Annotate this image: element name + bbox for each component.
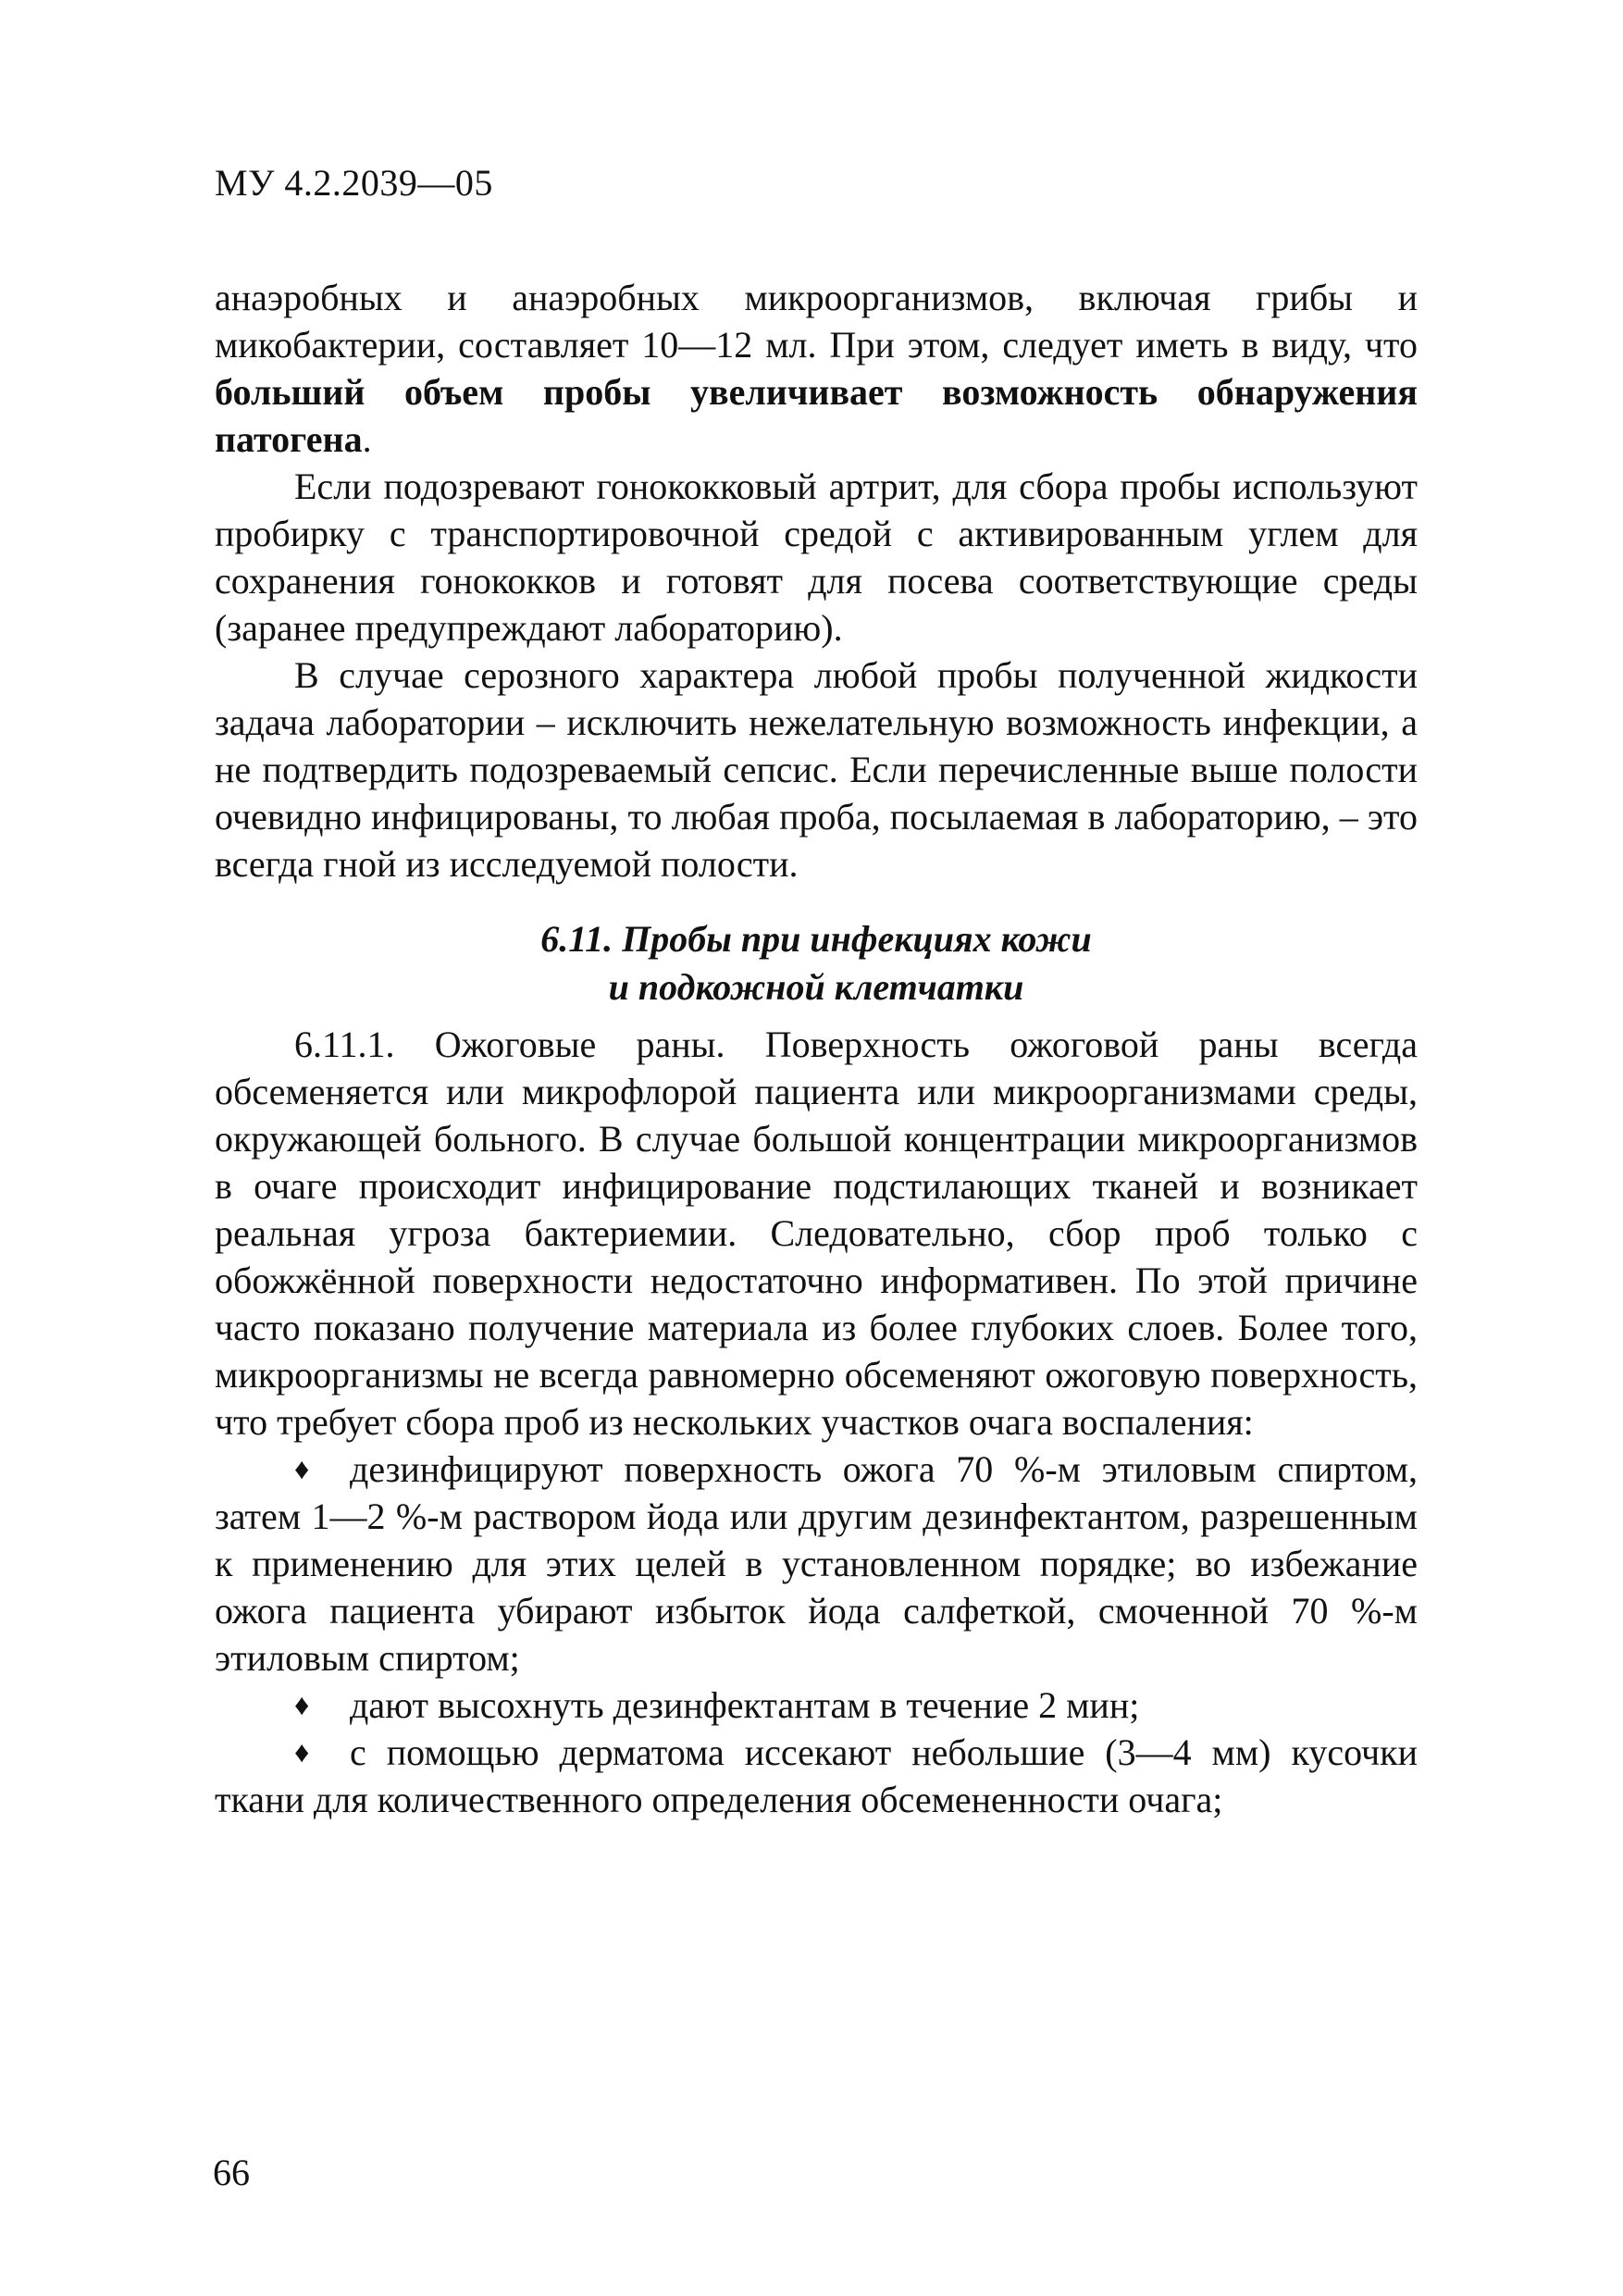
bold-emphasis: больший объем пробы увеличивает возможность обнаружения патогена [215,371,1418,460]
list-item-text: дают высохнуть дезинфектантам в течение 2 мин; [350,1684,1140,1726]
list-item-text: с помощью дерматома иссекают небольшие (3—4 мм) кусочки ткани для количественного определения обсемененности очага; [215,1731,1418,1820]
list-item-text: дезинфицируют поверхность ожога 70 %-м этиловым спиртом, затем 1—2 %-м раствором йода или другим дезинфектантом, разрешенным к применению для этих целей в установленном порядке; во избежание ожога пациента убирают избыток йода салфеткой, смоченной 70 %-м этиловым спиртом; [215,1448,1418,1679]
paragraph-gonococcal: Если подозревают гонококковый артрит, для сбора пробы используют пробирку с транспортировочной средой с активированным углем для сохранения гонококков и готовят для посева соответствующие среды (заранее предупреждают лабораторию). [215,465,1418,649]
section-heading [215,915,1418,1011]
diamond-bullet-icon: ♦ [294,1688,310,1721]
page-body [215,274,1418,1823]
paragraph-text: анаэробных и анаэробных микроорганизмов, включая грибы и микобактерии, составляет 10—12 мл. При этом, следует иметь в виду, что [215,277,1418,366]
diamond-bullet-icon: ♦ [294,1735,310,1769]
page-number: 66 [213,2152,250,2193]
paragraph-end: . [362,418,372,460]
list-item [215,1446,1418,1682]
running-header: МУ 4.2.2039—05 [215,162,493,204]
diamond-bullet-icon: ♦ [294,1452,310,1485]
paragraph-burn-wounds: 6.11.1. Ожоговые раны. Поверхность ожоговой раны всегда обсеменяется или микрофлорой пациента или микроорганизмами среды, окружающей больного. В случае большой концентрации микроорганизмов в очаге происходит инфицирование подстилающих тканей и возникает реальная угроза бактериемии. Следовательно, сбор проб только с обожжённой поверхности недостаточно информативен. По этой причине часто показано получение материала из более глубоких слоев. Более того, микроорганизмы не всегда равномерно обсеменяют ожоговую поверхность, что требует сбора проб из нескольких участков очага воспаления: [215,1024,1418,1443]
section-heading-line-1: 6.11. Пробы при инфекциях кожи [540,918,1092,960]
list-item [215,1729,1418,1823]
paragraph-continued [215,274,1418,463]
paragraph-serous: В случае серозного характера любой пробы полученной жидкости задача лаборатории – исключить нежелательную возможность инфекции, а не подтвердить подозреваемый сепсис. Если перечисленные выше полости очевидно инфицированы, то любая проба, посылаемая в лабораторию, – это всегда гной из исследуемой полости. [215,654,1418,885]
section-heading-line-2: и подкожной клетчатки [608,966,1024,1008]
list-item [215,1682,1418,1729]
